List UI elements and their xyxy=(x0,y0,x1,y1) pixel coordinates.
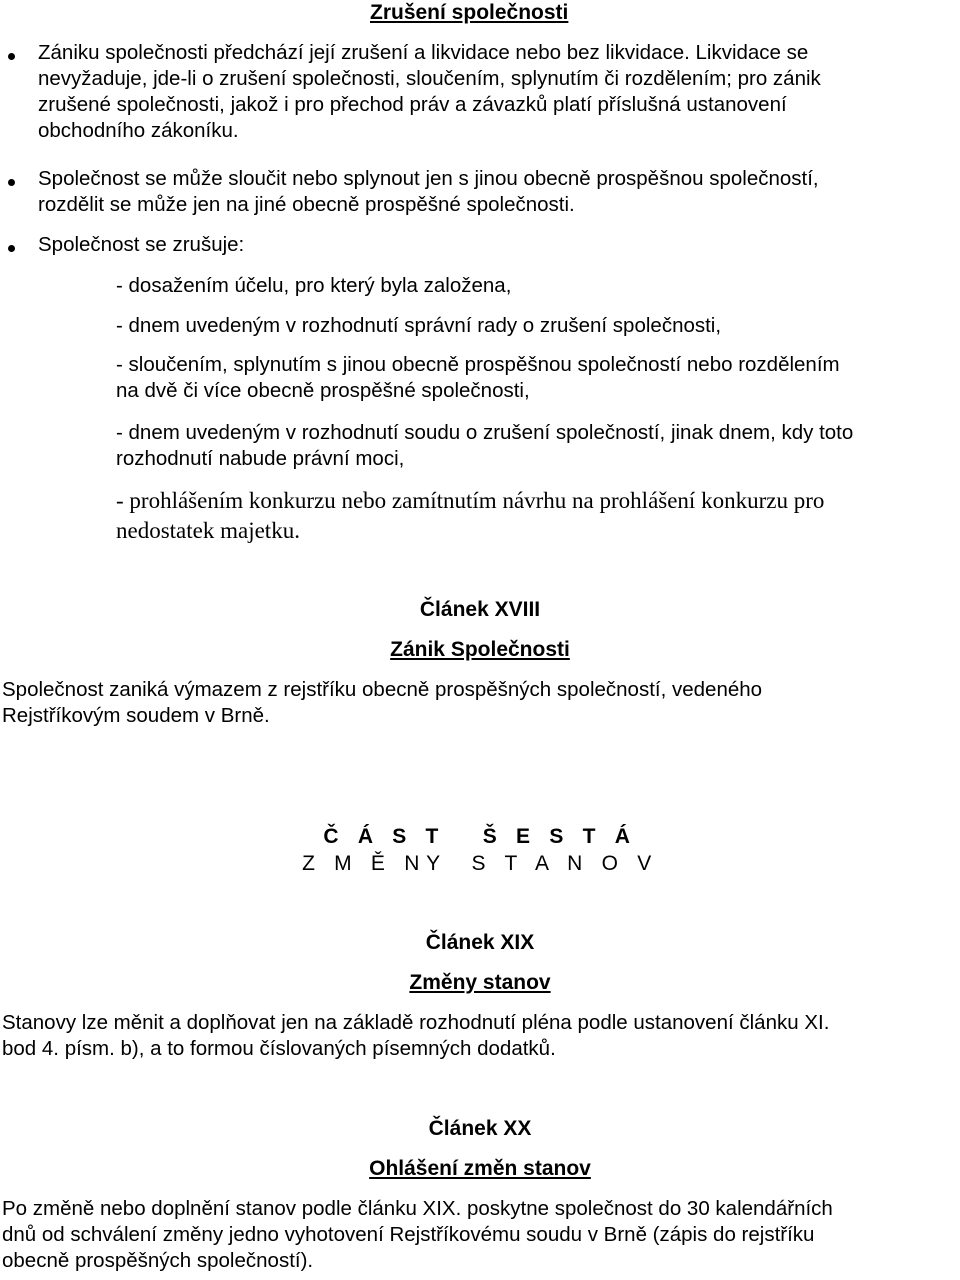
bullet-paragraph-3 xyxy=(38,232,244,258)
text-line: Stanovy lze měnit a doplňovat jen na základě rozhodnutí pléna podle ustanovení článku XI. xyxy=(2,1011,830,1034)
article-paragraph xyxy=(2,1196,833,1274)
article-title-wrap xyxy=(0,970,960,998)
text-line: - dnem uvedeným v rozhodnutí správní rady o zrušení společnosti, xyxy=(116,314,722,337)
text-line: rozdělit se může jen na jiné obecně prospěšné společnosti. xyxy=(38,193,575,216)
article-paragraph xyxy=(2,677,762,729)
part-title: Č Á S T Š E S T Á xyxy=(323,825,637,848)
text-line: Zániku společnosti předchází její zrušení a likvidace nebo bez likvidace. Likvidace se xyxy=(38,41,809,64)
text-line: zrušené společnosti, jakož i pro přechod práv a závazků platí příslušná ustanovení xyxy=(38,93,787,116)
text-line: Společnost se může sloučit nebo splynout jen s jinou obecně prospěšnou společností, xyxy=(38,167,819,190)
article-title: Zánik Společnosti xyxy=(390,638,570,661)
bullet-paragraph-2 xyxy=(38,166,819,218)
dissolution-item-1 xyxy=(116,273,511,299)
dissolution-item-4 xyxy=(116,420,853,472)
dissolution-item-5 xyxy=(116,486,824,546)
article-number: Článek XX xyxy=(428,1117,532,1140)
bullet-icon xyxy=(8,245,15,252)
section-heading: Zrušení společnosti xyxy=(370,1,569,24)
text-line: na dvě či více obecně prospěšné společnosti, xyxy=(116,379,530,402)
text-line: - sloučením, splynutím s jinou obecně prospěšnou společností nebo rozdělením xyxy=(116,353,840,376)
text-line: - prohlášením konkurzu nebo zamítnutím návrhu na prohlášení konkurzu pro xyxy=(116,488,825,513)
dissolution-item-2 xyxy=(116,313,721,339)
bullet-icon xyxy=(8,179,15,186)
text-line: Společnost zaniká výmazem z rejstříku obecně prospěšných společností, vedeného xyxy=(2,678,763,701)
article-number: Článek XVIII xyxy=(419,598,541,621)
text-line: rozhodnutí nabude právní moci, xyxy=(116,447,405,470)
text-line: bod 4. písm. b), a to formou číslovaných písemných dodatků. xyxy=(2,1037,556,1060)
text-line: Po změně nebo doplnění stanov podle článku XIX. poskytne společnost do 30 kalendářních xyxy=(2,1197,833,1220)
text-line: - dnem uvedeným v rozhodnutí soudu o zrušení společností, jinak dnem, kdy toto xyxy=(116,421,854,444)
dissolution-item-3 xyxy=(116,352,840,404)
text-line: nedostatek majetku. xyxy=(116,518,300,543)
text-line: Společnost se zrušuje: xyxy=(38,233,245,256)
text-line: - dosažením účelu, pro který byla založena, xyxy=(116,274,512,297)
part-subtitle: Z M Ě NY S T A N O V xyxy=(302,852,658,875)
article-title-wrap xyxy=(0,637,960,665)
article-number: Článek XIX xyxy=(425,931,535,954)
text-line: obchodního zákoníku. xyxy=(38,119,239,142)
text-line: dnů od schválení změny jedno vyhotovení Rejstříkovému soudu v Brně (zápis do rejstříku xyxy=(2,1223,815,1246)
article-title-wrap xyxy=(0,1156,960,1184)
article-title: Změny stanov xyxy=(409,971,551,994)
article-paragraph xyxy=(2,1010,829,1062)
text-line: Rejstříkovým soudem v Brně. xyxy=(2,704,270,727)
text-line: obecně prospěšných společností). xyxy=(2,1249,314,1272)
article-title: Ohlášení změn stanov xyxy=(369,1157,591,1180)
bullet-paragraph-1 xyxy=(38,40,821,144)
text-line: nevyžaduje, jde-li o zrušení společnosti, sloučením, splynutím či rozdělením; pro zánik xyxy=(38,67,821,90)
bullet-icon xyxy=(8,53,15,60)
